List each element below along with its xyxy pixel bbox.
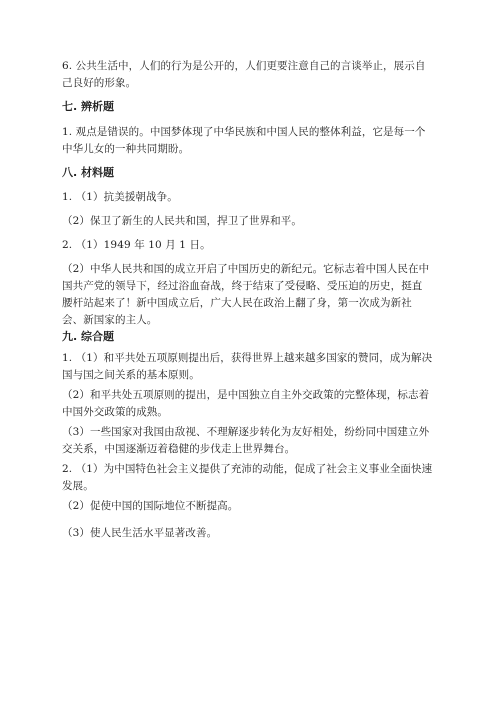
- section-9-answer-2-2-line: （2）促使中国的国际地位不断提高。: [62, 500, 239, 512]
- section-9-answer-1-2-line-1: （2）和平共处五项原则的提出，是中国独立自主外交政策的完整体现，标志着: [62, 389, 430, 401]
- section-9-answer-1-3-line-2: 交关系，中国逐渐迈着稳健的步伐走上世界舞台。: [62, 443, 296, 455]
- section-8-answer-2-2-line-1: （2）中华人民共和国的成立开启了中国历史的新纪元。它标志着中国人民在中: [62, 263, 430, 275]
- section-7-answer-1-line-1: 1. 观点是错误的。中国梦体现了中华民族和中国人民的整体利益，它是每一个: [62, 126, 426, 138]
- section-9-answer-1-1: [62, 350, 442, 384]
- section-9-answer-1-3: [62, 424, 442, 458]
- section-9-answer-1-1-line-1: 1. （1）和平共处五项原则提出后，获得世界上越来越多国家的赞同，成为解决: [62, 352, 433, 364]
- section-9-answer-1-2: [62, 387, 442, 421]
- section-9-answer-1-1-line-2: 国与国之间关系的基本原则。: [62, 369, 200, 381]
- section-8-answer-1-1: [62, 189, 442, 206]
- section-8-answer-2-1: [62, 237, 442, 254]
- section-8-answer-1-2-line: （2）保卫了新生的人民共和国，捍卫了世界和平。: [62, 215, 302, 227]
- answer-6-line-1: 6. 公共生活中，人们的行为是公开的，人们更要注意自己的言谈举止，展示自: [62, 60, 426, 72]
- section-8-answer-1-1-line: 1. （1）抗美援朝战争。: [62, 191, 178, 203]
- section-9-answer-2-3-line: （3）使人民生活水平显著改善。: [62, 527, 218, 539]
- section-9-answer-2-3: [62, 525, 442, 542]
- section-9-answer-1-3-line-1: （3）一些国家对我国由敌视、不理解逐步转化为友好相处，纷纷同中国建立外: [62, 426, 430, 438]
- answer-6-line-2: 己良好的形象。: [62, 77, 137, 89]
- section-9-answer-2-1: [62, 461, 442, 495]
- section-9-answer-2-1-line-2: 发展。: [62, 480, 94, 492]
- section-8-heading: 八. 材料题: [62, 166, 115, 179]
- section-8-answer-1-2: [62, 213, 442, 230]
- section-8-answer-2-1-line: 2. （1）1949 年 10 月 1 日。: [62, 239, 211, 251]
- section-9-answer-1-2-line-2: 中国外交政策的成熟。: [62, 406, 168, 418]
- answer-6-paragraph: [62, 58, 442, 92]
- section-9-answer-2-1-line-1: 2. （1）为中国特色社会主义提供了充沛的动能，促成了社会主义事业全面快速: [62, 463, 433, 475]
- section-9-heading: 九. 综合题: [62, 330, 115, 343]
- section-7-answer-1-line-2: 中华儿女的一种共同期盼。: [62, 143, 190, 155]
- section-7-heading: 七. 辨析题: [62, 100, 115, 113]
- section-9-answer-2-2: [62, 498, 442, 515]
- section-8-answer-2-2-line-3: 腰杆站起来了！新中国成立后，广大人民在政治上翻了身，第一次成为新社: [62, 297, 412, 309]
- section-8-answer-2-2: [62, 261, 442, 329]
- section-7-answer-1: [62, 124, 442, 158]
- section-8-answer-2-2-line-4: 会、新国家的主人。: [62, 314, 158, 326]
- section-8-answer-2-2-line-2: 国共产党的领导下，经过浴血奋战，终于结束了受侵略、受压迫的历史，挺直: [62, 280, 423, 292]
